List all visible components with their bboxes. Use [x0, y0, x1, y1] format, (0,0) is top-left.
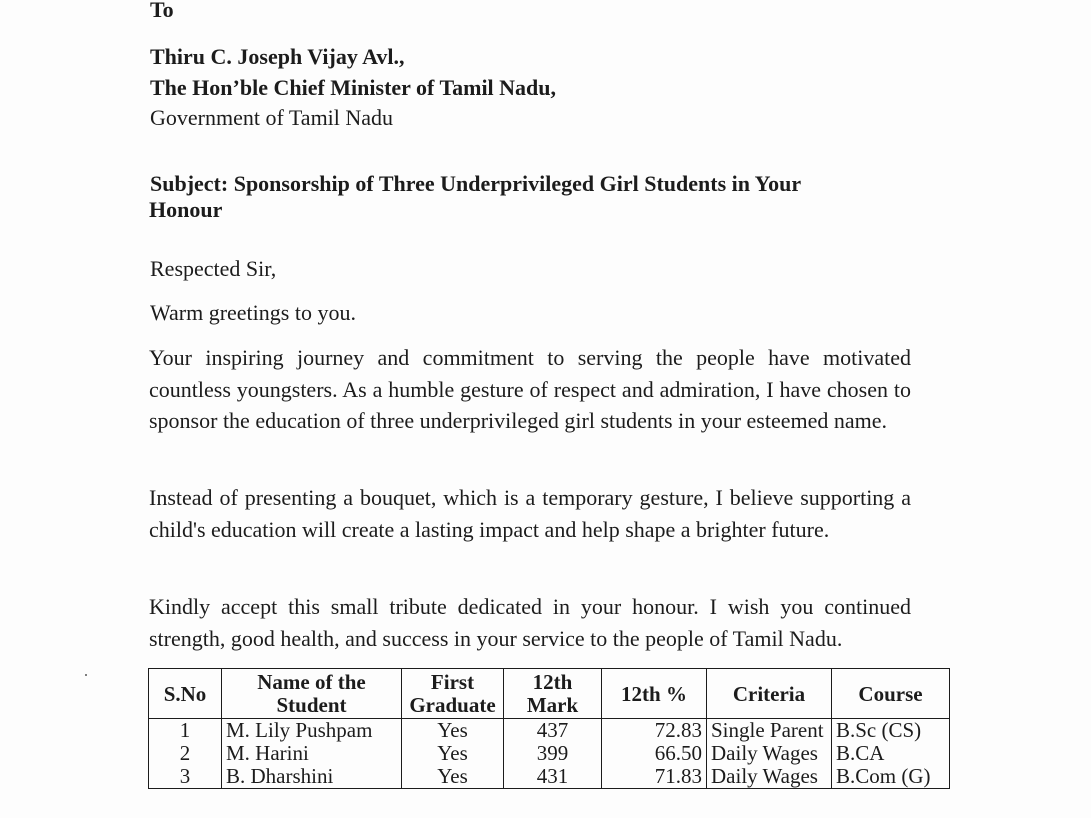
cell-name: M. Harini	[222, 742, 402, 765]
stray-mark	[85, 674, 87, 676]
cell-sno: 2	[149, 742, 222, 765]
cell-criteria: Daily Wages	[707, 765, 832, 789]
cell-course: B.Sc (CS)	[832, 719, 950, 743]
cell-percent: 72.83	[602, 719, 707, 743]
paragraph-1: Your inspiring journey and commitment to serving the people have motivated countless youngsters. As a humble gesture of respect and admiration, I have chosen to sponsor the education of three underprivileged girl students in your esteemed name.	[149, 345, 911, 433]
subject-line-1: Subject: Sponsorship of Three Underprivileged Girl Students in Your	[150, 171, 802, 196]
cell-mark: 431	[504, 765, 602, 789]
salutation: Respected Sir,	[150, 256, 277, 281]
cell-first-graduate: Yes	[402, 742, 504, 765]
cell-percent: 66.50	[602, 742, 707, 765]
cell-name: M. Lily Pushpam	[222, 719, 402, 743]
cell-mark: 437	[504, 719, 602, 743]
recipient-name: Thiru C. Joseph Vijay Avl.,	[150, 44, 405, 69]
cell-criteria: Single Parent	[707, 719, 832, 743]
paragraph-3: Kindly accept this small tribute dedicated in your honour. I wish you continued strength, good health, and success in your service to the people of Tamil Nadu.	[149, 594, 911, 651]
recipient-organization: Government of Tamil Nadu	[150, 105, 394, 130]
header-12th-percent: 12th %	[602, 669, 707, 719]
greeting: Warm greetings to you.	[150, 300, 356, 325]
table-header-row	[149, 669, 950, 719]
header-student-name: Name of the Student	[222, 669, 402, 719]
header-sno: S.No	[149, 669, 222, 719]
paragraph-2: Instead of presenting a bouquet, which is a temporary gesture, I believe supporting a child's education will create a lasting impact and help shape a brighter future.	[149, 485, 911, 542]
cell-mark: 399	[504, 742, 602, 765]
cell-course: B.Com (G)	[832, 765, 950, 789]
cell-sno: 3	[149, 765, 222, 789]
cell-name: B. Dharshini	[222, 765, 402, 789]
cell-first-graduate: Yes	[402, 765, 504, 789]
recipient-title: The Hon’ble Chief Minister of Tamil Nadu,	[150, 75, 557, 100]
table-row	[149, 765, 950, 789]
cell-percent: 71.83	[602, 765, 707, 789]
table-row	[149, 742, 950, 765]
header-first-graduate: First Graduate	[402, 669, 504, 719]
header-criteria: Criteria	[707, 669, 832, 719]
cell-first-graduate: Yes	[402, 719, 504, 743]
to-label: To	[150, 0, 174, 22]
cell-sno: 1	[149, 719, 222, 743]
header-course: Course	[832, 669, 950, 719]
header-12th-mark: 12th Mark	[504, 669, 602, 719]
cell-criteria: Daily Wages	[707, 742, 832, 765]
table-row	[149, 719, 950, 743]
students-table	[148, 668, 950, 789]
subject-line-2: Honour	[149, 197, 223, 222]
cell-course: B.CA	[832, 742, 950, 765]
